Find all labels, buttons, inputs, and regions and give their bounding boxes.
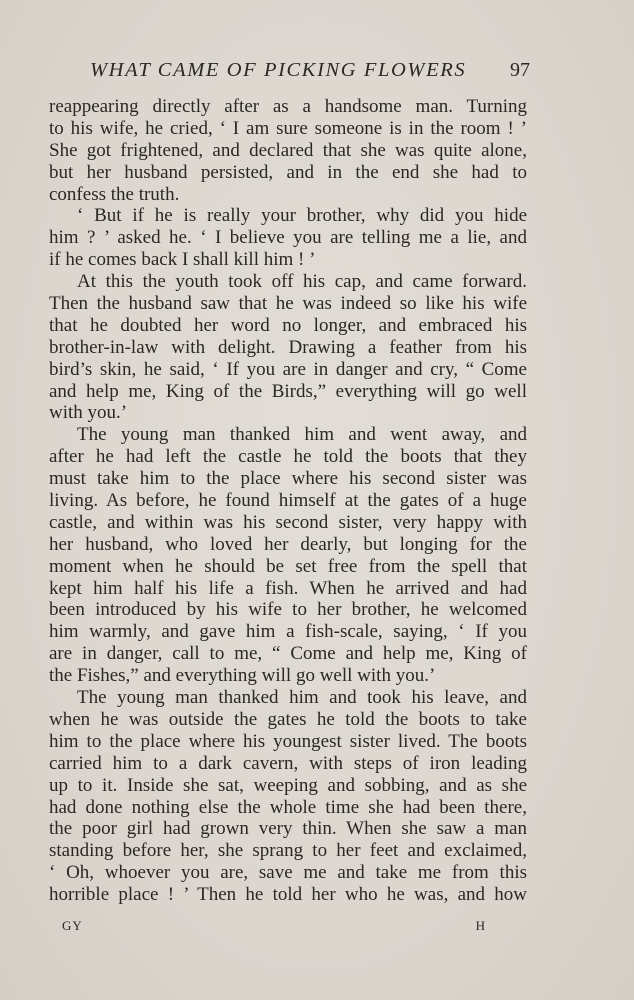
- text-line: with you.’: [49, 402, 128, 424]
- text-line: her husband, who loved her dearly, but longing for the: [49, 533, 527, 555]
- text-line: the poor girl had grown very thin. When she saw a man: [49, 818, 527, 840]
- text-line: Then the husband saw that he was indeed so like his wife: [49, 293, 527, 315]
- text-line: ‘ But if he is really your brother, why did you hide: [77, 205, 527, 227]
- text-line: castle, and within was his second sister, very happy with: [49, 511, 527, 533]
- text-line: him to the place where his youngest sister lived. The boots: [49, 730, 527, 752]
- text-line: kept him half his life a fish. When he arrived and had: [49, 577, 527, 599]
- text-line: The young man thanked him and went away, and: [77, 424, 527, 446]
- text-line: to his wife, he cried, ‘ I am sure someone is in the room ! ’: [49, 117, 527, 139]
- text-line: are in danger, call to me, “ Come and help me, King of: [49, 643, 527, 665]
- text-line: horrible place ! ’ Then he told her who he was, and how: [49, 884, 527, 906]
- page-number: 97: [510, 59, 530, 81]
- text-line: ‘ Oh, whoever you are, save me and take me from this: [49, 862, 527, 884]
- text-line: She got frightened, and declared that she was quite alone,: [49, 139, 527, 161]
- text-line: reappearing directly after as a handsome man. Turning: [49, 96, 527, 117]
- body-text: [49, 96, 527, 906]
- text-line: him ? ’ asked he. ‘ I believe you are telling me a lie, and: [49, 227, 527, 249]
- text-line: confess the truth.: [49, 183, 180, 205]
- text-line: the Fishes,” and everything will go well with you.’: [49, 665, 436, 687]
- text-line: when he was outside the gates he told the boots to take: [49, 708, 527, 730]
- signature-mark-left: GY: [62, 918, 83, 933]
- text-line: bird’s skin, he said, ‘ If you are in danger and cry, “ Come: [49, 358, 527, 380]
- text-line: him warmly, and gave him a fish-scale, saying, ‘ If you: [49, 621, 527, 643]
- text-line: and help me, King of the Birds,” everything will go well: [49, 380, 527, 402]
- text-line: must take him to the place where his second sister was: [49, 468, 527, 490]
- running-head: [90, 59, 530, 85]
- text-line: been introduced by his wife to her brother, he welcomed: [49, 599, 527, 621]
- text-line: carried him to a dark cavern, with steps of iron leading: [49, 752, 527, 774]
- signature-line: [62, 918, 486, 938]
- text-line: living. As before, he found himself at the gates of a huge: [49, 490, 527, 512]
- text-line: moment when he should be set free from the spell that: [49, 555, 527, 577]
- text-line: up to it. Inside she sat, weeping and sobbing, and as she: [49, 774, 527, 796]
- text-line: The young man thanked him and took his leave, and: [77, 687, 527, 709]
- text-line: At this the youth took off his cap, and came forward.: [77, 271, 527, 293]
- text-line: standing before her, she sprang to her feet and exclaimed,: [49, 840, 527, 862]
- signature-mark-right: H: [475, 918, 486, 933]
- text-line: had done nothing else the whole time she had been there,: [49, 796, 527, 818]
- text-line: brother-in-law with delight. Drawing a feather from his: [49, 336, 527, 358]
- text-line: that he doubted her word no longer, and embraced his: [49, 314, 527, 336]
- text-line: but her husband persisted, and in the end she had to: [49, 161, 527, 183]
- running-title: WHAT CAME OF PICKING FLOWERS: [90, 59, 467, 81]
- text-line: if he comes back I shall kill him ! ’: [49, 249, 316, 271]
- text-line: after he had left the castle he told the boots that they: [49, 446, 527, 468]
